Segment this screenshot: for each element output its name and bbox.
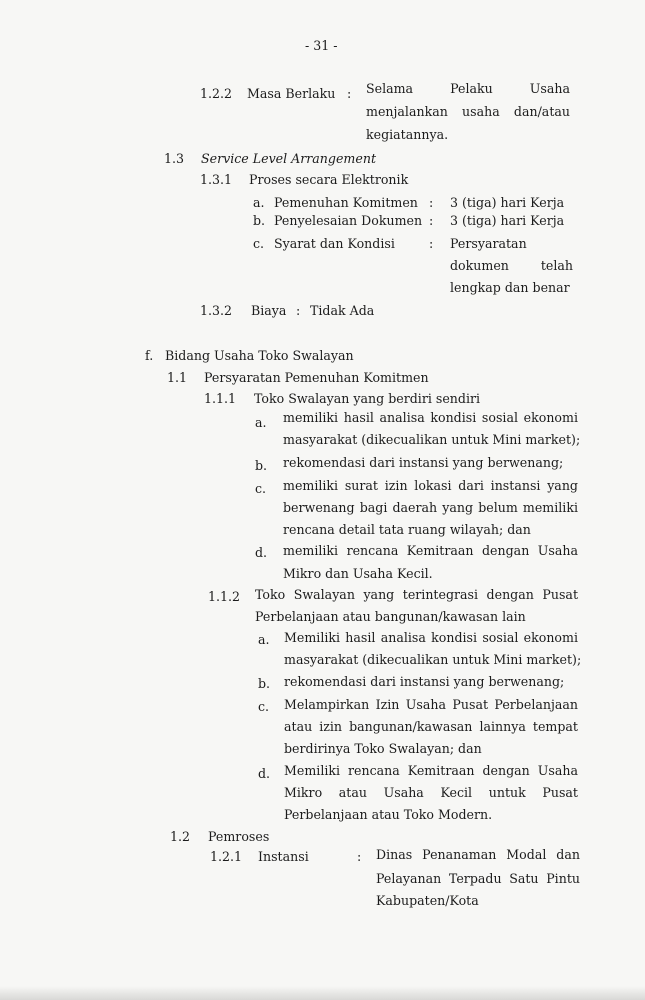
item-text-line: Perbelanjaan atau Toko Modern. [284, 807, 493, 822]
section-number: 1.1 [167, 370, 188, 385]
section-number: 1.3 [164, 151, 185, 166]
item-letter: b. [253, 213, 266, 228]
heading: Bidang Usaha Toko Swalayan [165, 348, 354, 363]
field-value: Tidak Ada [310, 303, 375, 318]
field-label: Instansi [258, 849, 309, 864]
colon: : [429, 213, 434, 228]
item-text-line: Mikro dan Usaha Kecil. [283, 566, 433, 581]
item-letter: b. [258, 676, 271, 691]
item-letter: d. [255, 545, 268, 560]
item-text-line: Memiliki rencana Kemitraan dengan Usaha [284, 763, 578, 778]
colon: : [429, 236, 434, 251]
item-value-line: dokumen telah [450, 258, 573, 273]
section-title: Persyaratan Pemenuhan Komitmen [204, 370, 429, 385]
item-text-line: atau izin bangunan/kawasan lainnya tempat [284, 719, 578, 734]
item-text-line: berdirinya Toko Swalayan; dan [284, 741, 482, 756]
item-text-line: rekomendasi dari instansi yang berwenang; [284, 674, 565, 689]
section-title: Pemroses [208, 829, 270, 844]
item-text-line: Melampirkan Izin Usaha Pusat Perbelanjaan [284, 697, 578, 712]
list-letter: f. [145, 348, 154, 363]
field-value-line: Selama Pelaku Usaha [366, 81, 570, 96]
item-text-line: memiliki surat izin lokasi dari instansi yang [283, 478, 578, 493]
item-letter: a. [253, 195, 265, 210]
item-text-line: memiliki rencana Kemitraan dengan Usaha [283, 543, 578, 558]
item-value: 3 (tiga) hari Kerja [450, 213, 565, 228]
colon: : [357, 849, 362, 864]
item-text-line: rekomendasi dari instansi yang berwenang; [283, 455, 564, 470]
section-title: Service Level Arrangement [201, 151, 377, 166]
section-number: 1.2.2 [200, 86, 233, 101]
item-letter: a. [255, 415, 267, 430]
item-text-line: Memiliki hasil analisa kondisi sosial ekonomi [284, 630, 578, 645]
item-text-line: rencana detail tata ruang wilayah; dan [283, 522, 531, 537]
field-value-line: Dinas Penanaman Modal dan [376, 847, 580, 862]
colon: : [296, 303, 301, 318]
item-label: Syarat dan Kondisi [274, 236, 395, 251]
field-label: Biaya [251, 303, 287, 318]
item-value-line: Persyaratan [450, 236, 527, 251]
field-value-line: Kabupaten/Kota [376, 893, 479, 908]
item-text-line: masyarakat (dikecualikan untuk Mini market); [284, 652, 582, 667]
field-value-line: kegiatannya. [366, 127, 449, 142]
section-number: 1.2 [170, 829, 191, 844]
colon: : [429, 195, 434, 210]
item-text-line: memiliki hasil analisa kondisi sosial ekonomi [283, 410, 578, 425]
field-value-line: menjalankan usaha dan/atau [366, 104, 570, 119]
item-text-line: masyarakat (dikecualikan untuk Mini market); [283, 432, 581, 447]
page-number: - 31 - [305, 38, 338, 53]
field-label: Masa Berlaku [247, 86, 336, 101]
section-number: 1.1.1 [204, 391, 237, 406]
section-number: 1.3.1 [200, 172, 233, 187]
item-letter: d. [258, 766, 271, 781]
item-letter: a. [258, 632, 270, 647]
colon: : [347, 86, 352, 101]
item-text-line: Mikro atau Usaha Kecil untuk Pusat [284, 785, 578, 800]
item-letter: c. [255, 481, 267, 496]
section-title: Toko Swalayan yang berdiri sendiri [254, 391, 481, 406]
section-title-line: Toko Swalayan yang terintegrasi dengan Pusat [255, 587, 578, 602]
scan-edge [0, 986, 645, 1000]
section-number: 1.3.2 [200, 303, 233, 318]
section-number: 1.1.2 [208, 589, 241, 604]
section-title-line: Perbelanjaan atau bangunan/kawasan lain [255, 609, 526, 624]
item-value: 3 (tiga) hari Kerja [450, 195, 565, 210]
item-letter: c. [258, 699, 270, 714]
section-number: 1.2.1 [210, 849, 243, 864]
item-letter: c. [253, 236, 265, 251]
item-label: Pemenuhan Komitmen [274, 195, 418, 210]
field-value-line: Pelayanan Terpadu Satu Pintu [376, 871, 580, 886]
item-letter: b. [255, 458, 268, 473]
item-text-line: berwenang bagi daerah yang belum memiliki [283, 500, 578, 515]
item-value-line: lengkap dan benar [450, 280, 570, 295]
section-title: Proses secara Elektronik [249, 172, 409, 187]
item-label: Penyelesaian Dokumen [274, 213, 423, 228]
